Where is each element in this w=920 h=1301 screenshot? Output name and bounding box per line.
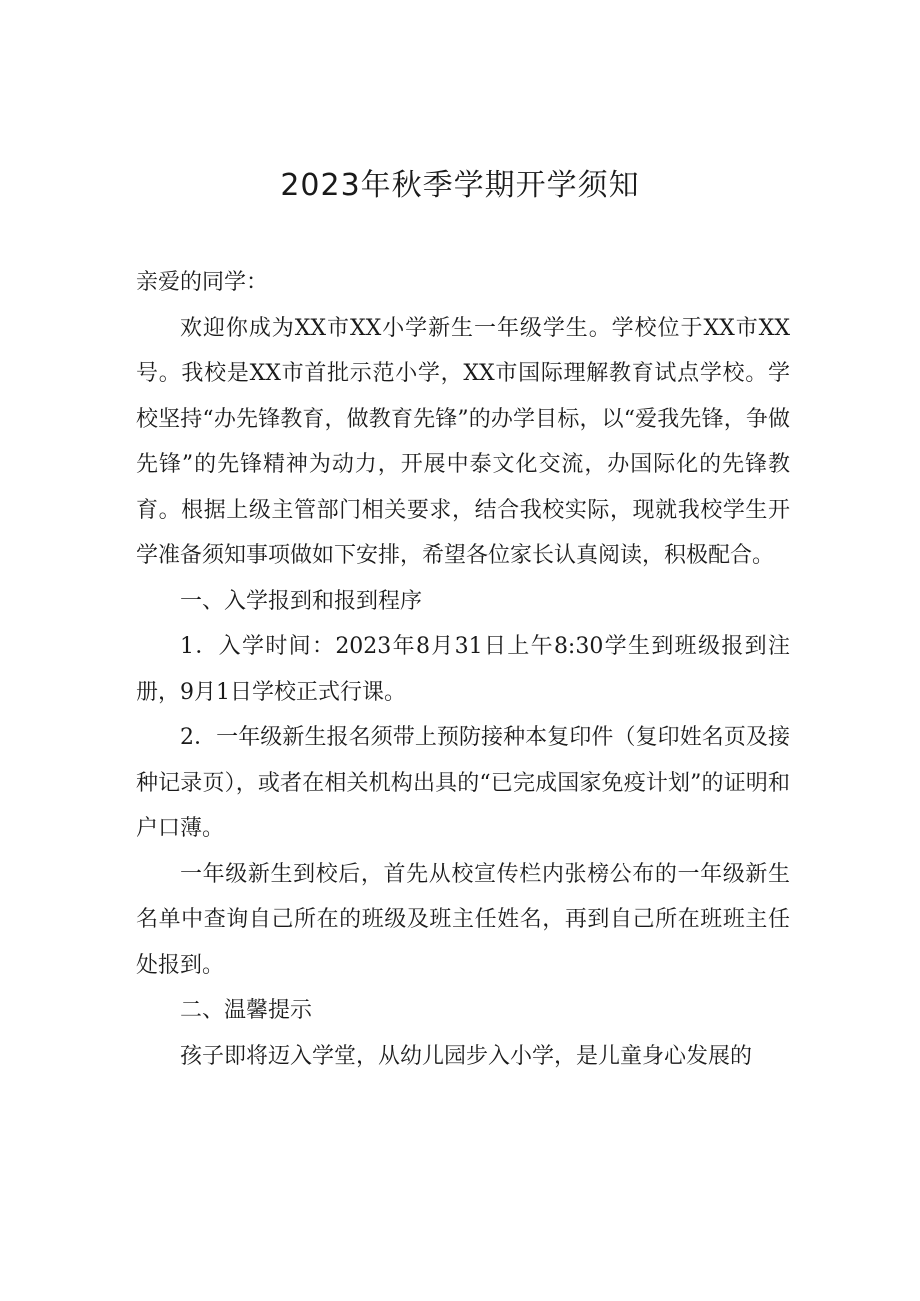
document-body bbox=[136, 260, 790, 1079]
paragraph-tips: 孩子即将迈入学堂，从幼儿园步入小学，是儿童身心发展的 bbox=[180, 1043, 753, 1069]
paragraph-registration-documents: 2．一年级新生报名须带上预防接种本复印件（复印姓名页及接种记录页），或者在相关机构出具的“已完成国家免疫计划”的证明和户口薄。 bbox=[136, 725, 790, 841]
paragraph-arrival-procedure: 一年级新生到校后，首先从校宣传栏内张榜公布的一年级新生名单中查询自己所在的班级及班主任姓名，再到自己所在班班主任处报到。 bbox=[136, 861, 790, 978]
salutation: 亲爱的同学： bbox=[136, 270, 269, 295]
section-heading-tips: 二、温馨提示 bbox=[180, 998, 313, 1023]
document-title: 2023年秋季学期开学须知 bbox=[280, 168, 640, 203]
section-heading-enrollment: 一、入学报到和报到程序 bbox=[180, 588, 423, 614]
paragraph-intro: 欢迎你成为XX市XX小学新生一年级学生。学校位于XX市XX号。我校是XX市首批示范小学，XX市国际理解教育试点学校。学校坚持“办先锋教育，做教育先锋”的办学目标，以“爱我先锋，争做先锋”的先锋精神为动力，开展中泰文化交流，办国际化的先锋教育。根据上级主管部门相关要求，结合我校实际，现就我校学生开学准备须知事项做如下安排，希望各位家长认真阅读，积极配合。 bbox=[136, 315, 790, 568]
paragraph-enrollment-time: 1．入学时间：2023年8月31日上午8:30学生到班级报到注册，9月1日学校正式行课。 bbox=[136, 634, 790, 705]
